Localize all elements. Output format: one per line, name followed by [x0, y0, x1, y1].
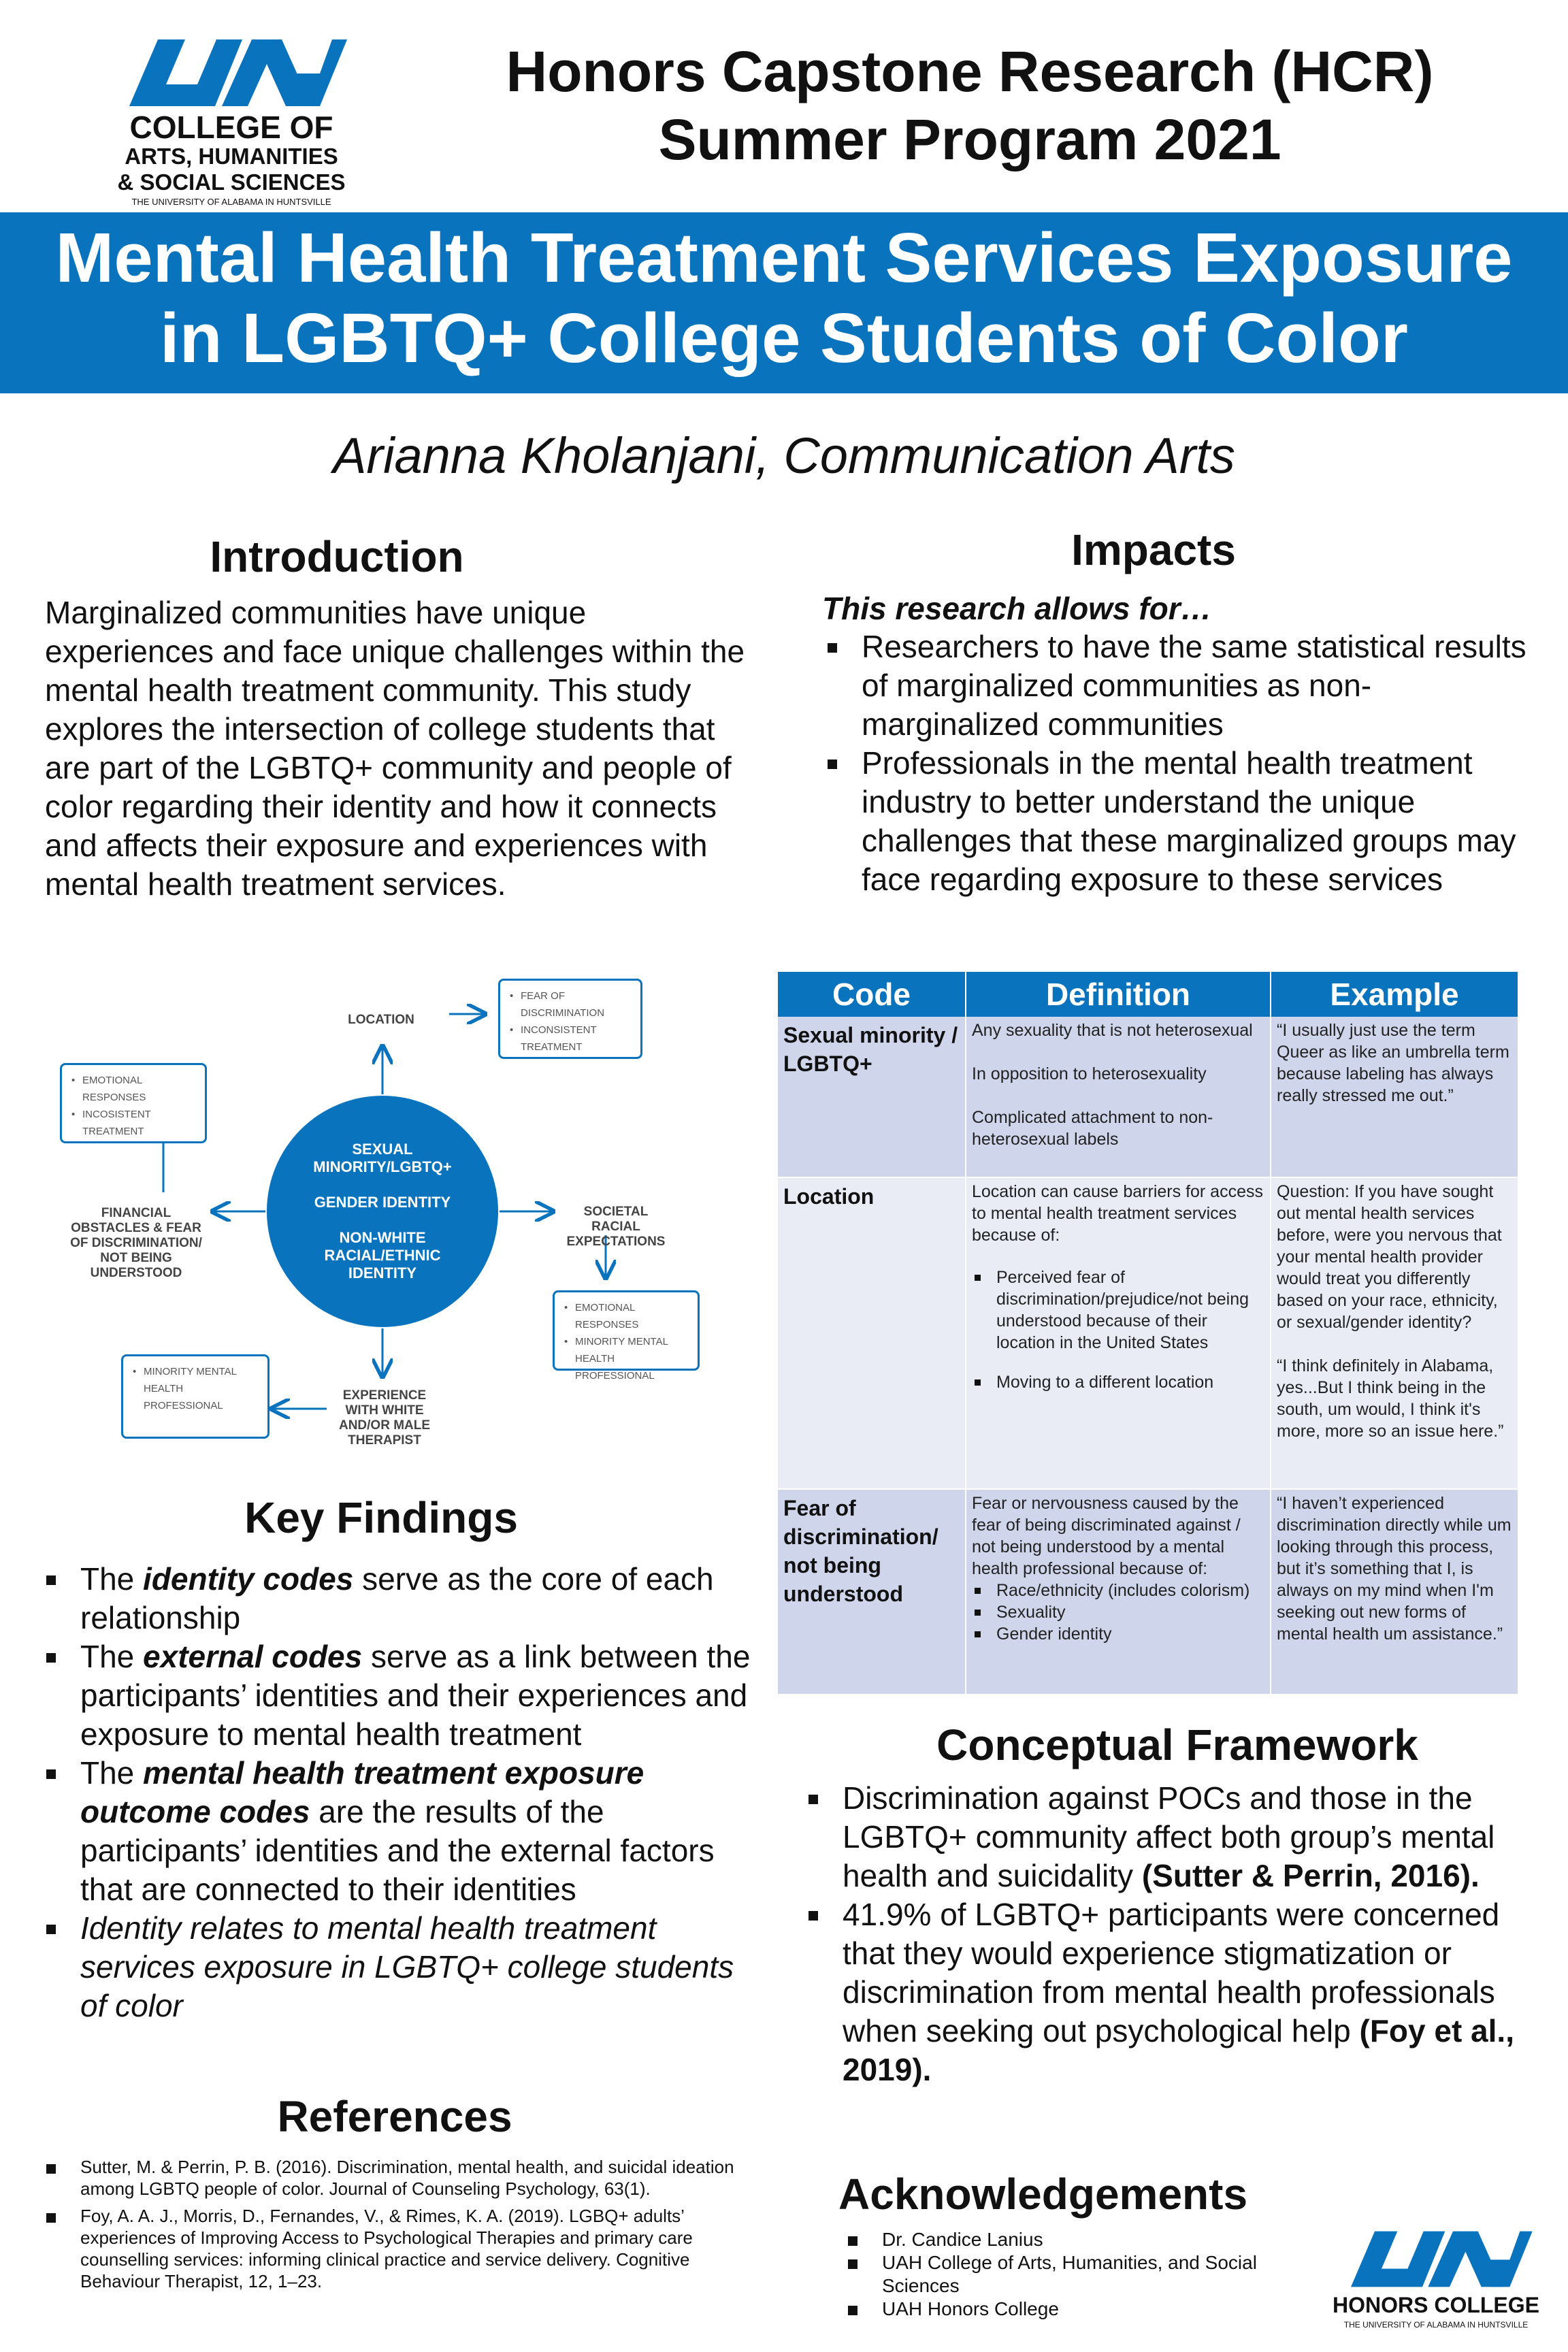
table-header-row: [778, 972, 1518, 1017]
finding-emphasis: external codes: [143, 1639, 363, 1674]
references-list: [41, 2156, 762, 2292]
box-item: • INCONSISTENT TREATMENT: [510, 1022, 631, 1056]
table-row: [778, 1177, 1518, 1489]
definition-text: Complicated attachment to non-heterosexual labels: [972, 1108, 1213, 1149]
impacts-heading: Impacts: [1071, 525, 1236, 574]
circle-sexual-minority: SEXUAL MINORITY/LGBTQ+: [313, 1141, 452, 1175]
references-heading: References: [277, 2092, 512, 2141]
cell-code: Fear of discrimination/ not being understood: [778, 1489, 966, 1695]
framework-heading: Conceptual Framework: [936, 1720, 1418, 1769]
table-row: [778, 1489, 1518, 1695]
acknowledgement-item: UAH College of Arts, Humanities, and Social Sciences: [843, 2251, 1278, 2298]
list-item: [803, 1895, 1524, 2089]
cell-example: “I haven’t experienced discrimination directly while um looking through this process, but it’s something that I, is always on my mind when I'm seeking out new forms of mental health um assistance.”: [1271, 1489, 1518, 1695]
example-text: “I think definitely in Alabama, yes...But I think being in the south, um would, I think it's more, more so an issue here.”: [1277, 1356, 1504, 1441]
definition-item: Sexuality: [972, 1601, 1264, 1623]
label-experience: EXPERIENCE WITH WHITE AND/OR MALE THERAPIST: [338, 1388, 431, 1448]
column-header-code: Code: [778, 972, 966, 1017]
definition-item: Perceived fear of discrimination/prejudice/not being understood because of their location in the United States: [972, 1267, 1264, 1354]
label-societal: SOCIETAL RACIAL EXPECTATIONS: [566, 1205, 666, 1249]
box-item: • MINORITY MENTAL HEALTH PROFESSIONAL: [133, 1363, 258, 1414]
example-text: Question: If you have sought out mental health services before, were you nervous that your mental health provider would treat you differently based on your race, ethnicity, or sexual/gender identity?: [1277, 1182, 1502, 1332]
definition-text: Any sexuality that is not heterosexual: [972, 1021, 1253, 1040]
finding-text: The: [80, 1561, 144, 1597]
honors-college-logo: [1327, 2220, 1545, 2336]
identity-circle: [267, 1096, 498, 1327]
finding-conclusion: Identity relates to mental health treatment services exposure in LGBTQ+ college students of color: [80, 1910, 734, 2023]
cell-code: Location: [778, 1177, 966, 1489]
framework-citation: (Sutter & Perrin, 2016).: [1141, 1858, 1480, 1893]
definition-text: Location can cause barriers for access to mental health treatment services because of:: [972, 1182, 1263, 1245]
box-item: • FEAR OF DISCRIMINATION: [510, 987, 631, 1022]
list-item: [41, 1560, 762, 1637]
definition-item: Race/ethnicity (includes colorism): [972, 1580, 1264, 1601]
list-item: [41, 1909, 762, 2025]
introduction-text: Marginalized communities have unique experiences and face unique challenges within the mental health treatment community. This study explores the intersection of college students that are part of the LGBTQ+ community and people of color regarding their identity and how it connects and affects their exposure and experiences with mental health treatment services.: [45, 595, 745, 902]
logo-college-sub: THE UNIVERSITY OF ALABAMA IN HUNTSVILLE: [131, 197, 331, 207]
framework-text: 41.9% of LGBTQ+ participants were concerned that they would experience stigmatization or discrimination from mental health professionals when seeking out psychological help: [843, 1897, 1500, 2048]
list-item: [41, 1754, 762, 1909]
reference-item: Foy, A. A. J., Morris, D., Fernandes, V., & Rimes, K. A. (2019). LGBQ+ adults’ experiences of Improving Access to Psychological Therapies and primary care counselling services: informing clinical practice and service delivery. Cognitive Behaviour Therapist, 12, 1–23.: [41, 2205, 762, 2292]
label-location: LOCATION: [348, 1013, 414, 1027]
acknowledgement-item: UAH Honors College: [843, 2298, 1278, 2321]
box-experience-outcomes: [121, 1354, 270, 1439]
uah-logo-mark-icon: [1327, 2220, 1545, 2288]
uah-logo-mark-icon: [116, 26, 347, 108]
author-line: Arianna Kholanjani, Communication Arts: [333, 427, 1235, 484]
box-item: • INCOSISTENT TREATMENT: [71, 1106, 195, 1140]
finding-emphasis: mental health treatment exposure outcome codes: [80, 1755, 644, 1829]
cell-code: Sexual minority / LGBTQ+: [778, 1017, 966, 1177]
program-title-line2: Summer Program 2021: [658, 108, 1281, 172]
definition-item: Moving to a different location: [972, 1371, 1264, 1393]
box-item: • EMOTIONAL RESPONSES: [71, 1072, 195, 1106]
logo-college-name: COLLEGE OF: [129, 110, 333, 145]
framework-text: Discrimination against POCs and those in the LGBTQ+ community affect both group’s mental health and suicidality: [843, 1780, 1495, 1893]
circle-gender-identity: GENDER IDENTITY: [314, 1194, 451, 1211]
cell-definition: [966, 1017, 1271, 1177]
list-item: [803, 1779, 1524, 1895]
framework-citation: (Foy et al., 2019).: [843, 2013, 1514, 2087]
finding-text: serve as the core of each relationship: [80, 1561, 714, 1635]
logo-college-line2: ARTS, HUMANITIES: [125, 144, 338, 169]
poster-title-line1: Mental Health Treatment Services Exposure: [55, 218, 1513, 297]
box-financial-outcomes: [60, 1063, 207, 1143]
acknowledgements-heading: Acknowledgements: [838, 2170, 1248, 2219]
box-societal-outcomes: [553, 1290, 700, 1382]
label-financial: FINANCIAL OBSTACLES & FEAR OF DISCRIMINATION/ NOT BEING UNDERSTOOD: [70, 1206, 202, 1280]
finding-text: The: [80, 1639, 144, 1674]
column-header-example: Example: [1271, 972, 1518, 1017]
circle-racial-identity: NON-WHITE RACIAL/ETHNIC IDENTITY: [324, 1229, 441, 1281]
program-title-line1: Honors Capstone Research (HCR): [506, 39, 1434, 103]
box-item: • EMOTIONAL RESPONSES: [564, 1299, 688, 1333]
finding-emphasis: identity codes: [143, 1561, 354, 1597]
impacts-list: [822, 627, 1530, 899]
college-logo: [116, 26, 347, 207]
cell-definition: [966, 1489, 1271, 1695]
column-header-definition: Definition: [966, 972, 1271, 1017]
framework-list: [803, 1779, 1524, 2089]
program-title: [381, 37, 1558, 174]
list-item: Researchers to have the same statistical results of marginalized communities as non-marginalized communities: [822, 627, 1530, 744]
logo-college-line3: & SOCIAL SCIENCES: [117, 169, 346, 195]
list-item: Professionals in the mental health treatment industry to better understand the unique challenges that these marginalized groups may face regarding exposure to these services: [822, 744, 1530, 899]
framework-diagram: [41, 966, 762, 1470]
list-item: [41, 1637, 762, 1754]
finding-text: serve as a link between the participants’ identities and their experiences and exposure to mental health treatment: [80, 1639, 751, 1752]
definition-item: Gender identity: [972, 1623, 1264, 1645]
key-findings-list: [41, 1560, 762, 2025]
definition-text: In opposition to heterosexuality: [972, 1064, 1207, 1083]
box-item: • MINORITY MENTAL HEALTH PROFESSIONAL: [564, 1333, 688, 1384]
honors-college-name: HONORS COLLEGE: [1332, 2293, 1539, 2317]
finding-text: are the results of the participants’ identities and the external factors that are connected to their identities: [80, 1794, 715, 1907]
cell-definition: [966, 1177, 1271, 1489]
reference-item: Sutter, M. & Perrin, P. B. (2016). Discrimination, mental health, and suicidal ideation among LGBTQ people of color. Journal of Counseling Psychology, 63(1).: [41, 2156, 762, 2200]
honors-college-sub: THE UNIVERSITY OF ALABAMA IN HUNTSVILLE: [1343, 2320, 1529, 2330]
key-findings-heading: Key Findings: [244, 1493, 518, 1542]
codebook-table: [778, 972, 1519, 1695]
cell-example: “I usually just use the term Queer as like an umbrella term because labeling has always really stressed me out.”: [1271, 1017, 1518, 1177]
table-row: [778, 1017, 1518, 1177]
cell-example: [1271, 1177, 1518, 1489]
impacts-lead: This research allows for…: [822, 591, 1212, 626]
poster-title: [0, 218, 1568, 378]
introduction-heading: Introduction: [210, 532, 464, 581]
definition-text: Fear or nervousness caused by the fear of being discriminated against / not being understood by a mental health professional because of:: [972, 1494, 1241, 1578]
finding-text: The: [80, 1755, 144, 1791]
box-location-outcomes: [498, 979, 642, 1059]
acknowledgement-item: Dr. Candice Lanius: [843, 2228, 1278, 2251]
poster-title-line2: in LGBTQ+ College Students of Color: [160, 299, 1408, 377]
acknowledgements-list: [843, 2228, 1278, 2321]
